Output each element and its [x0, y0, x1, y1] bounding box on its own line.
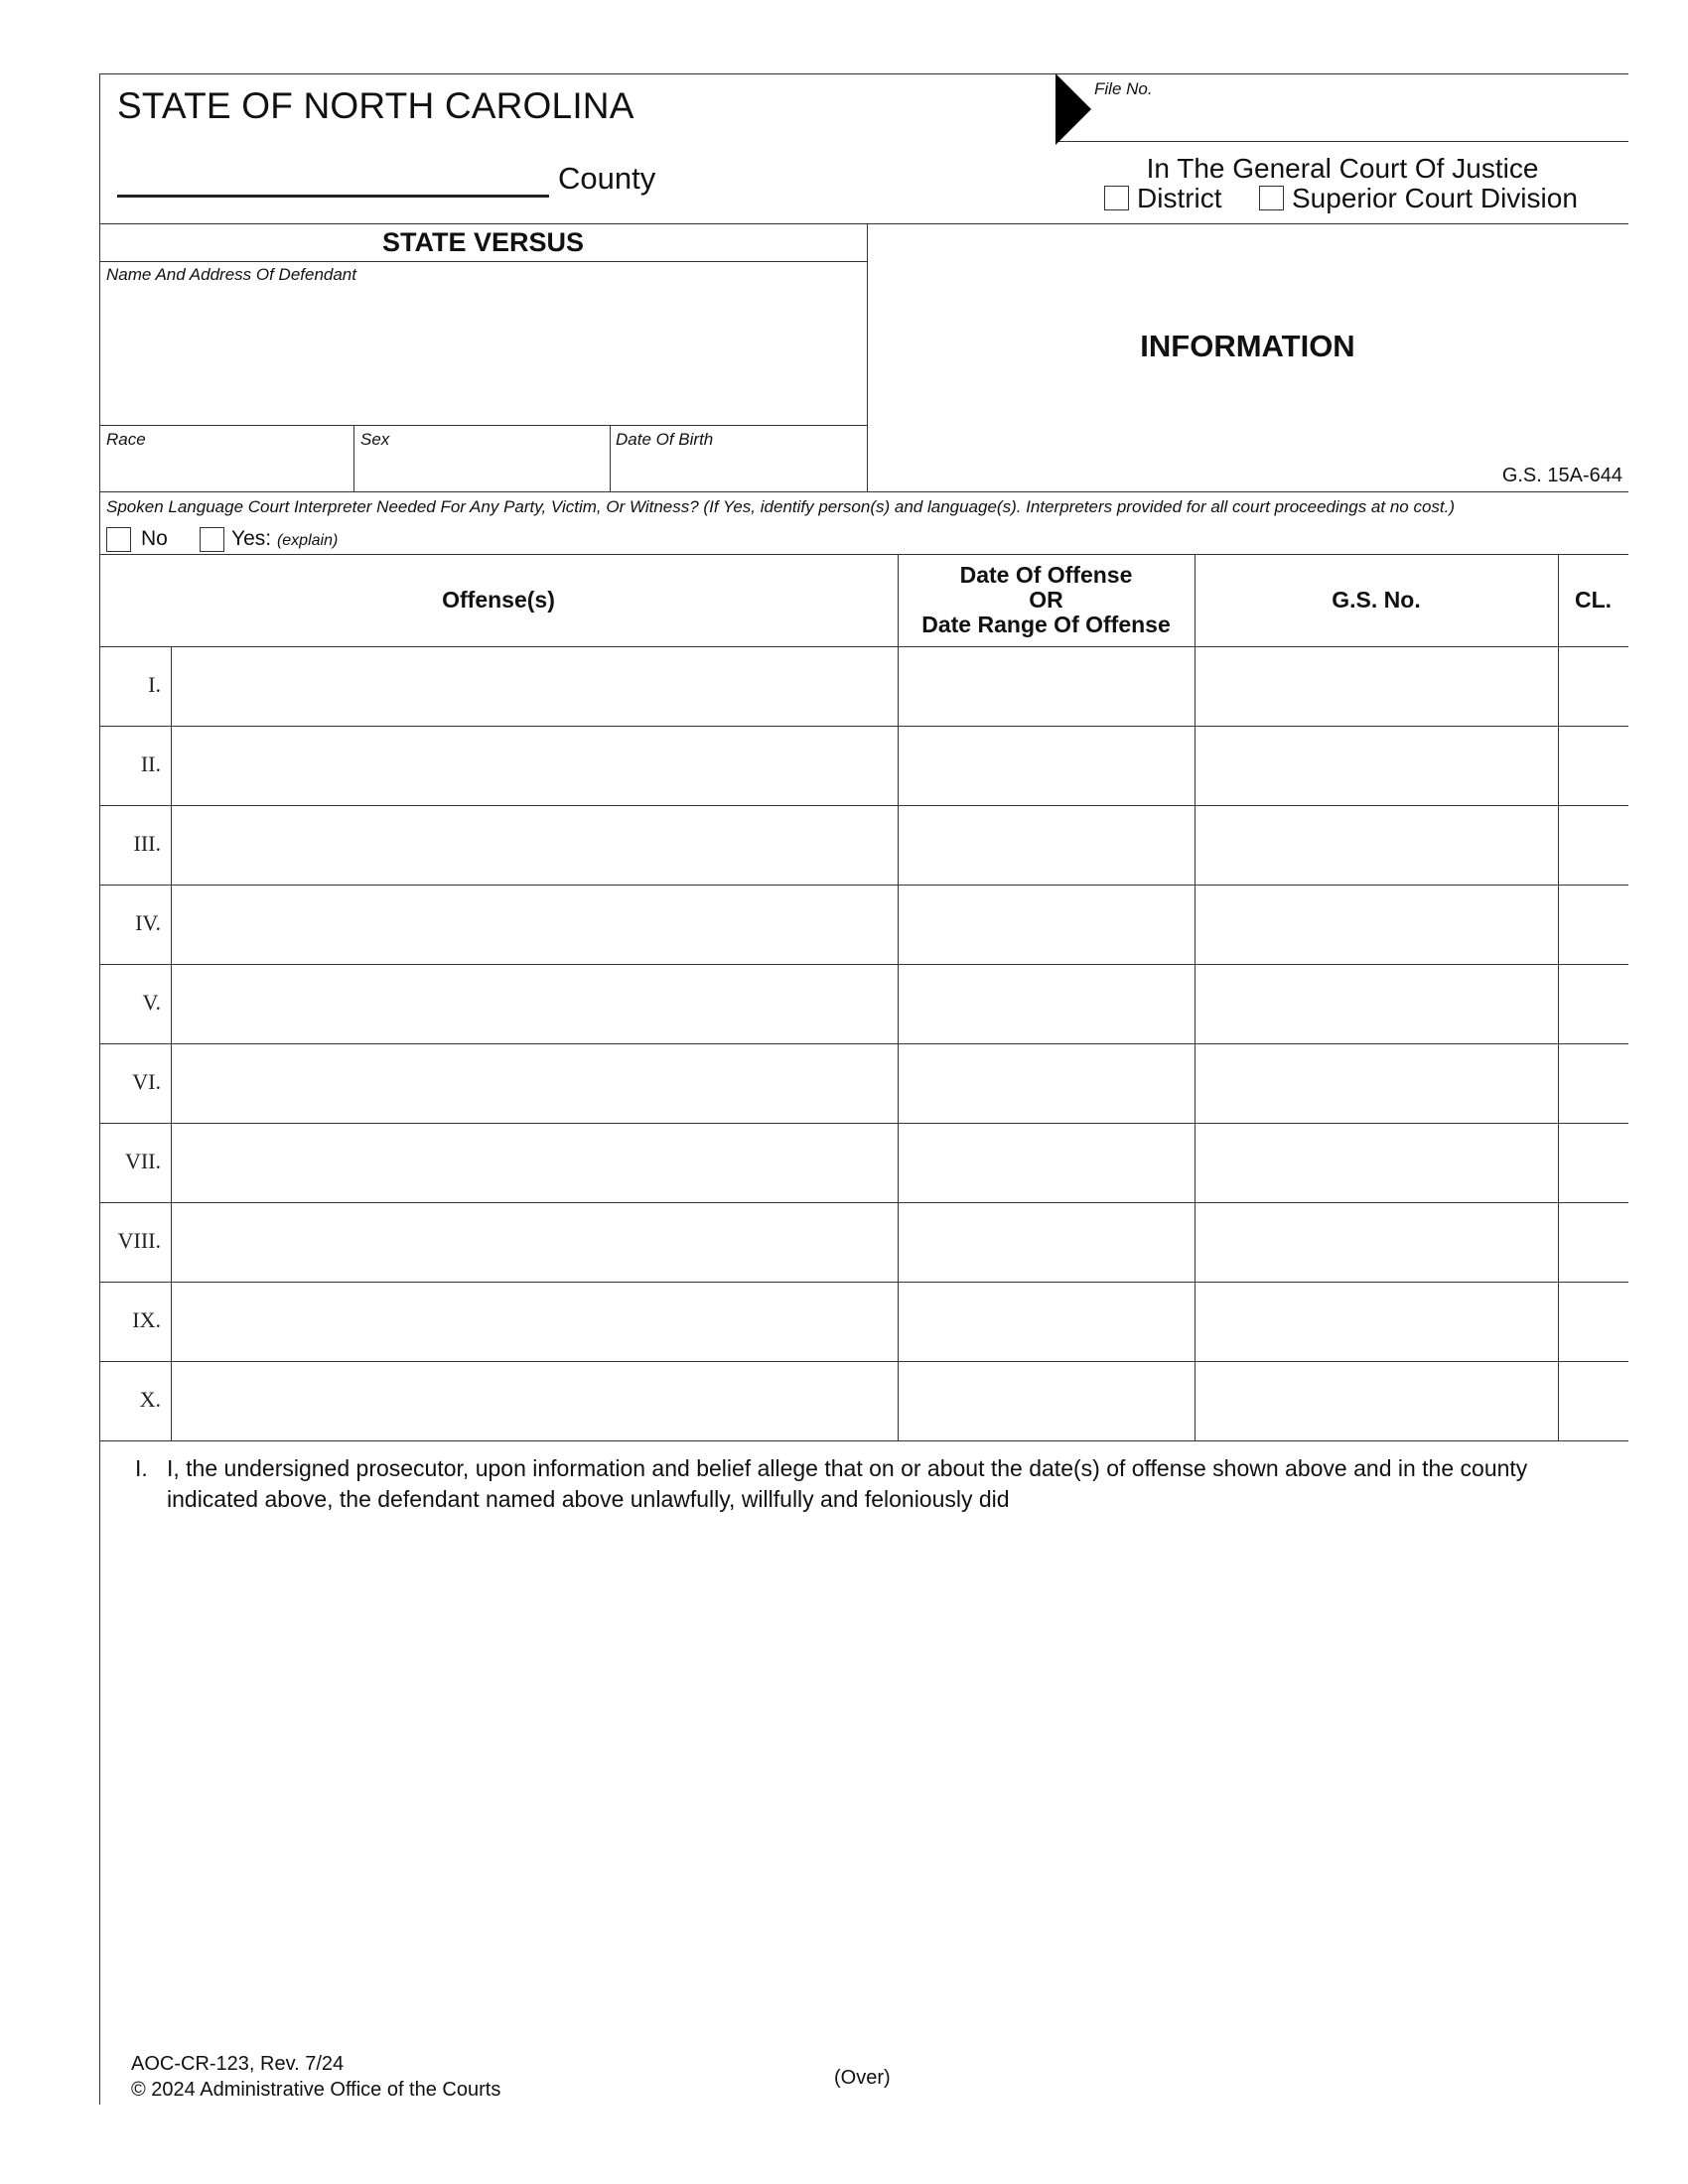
offense-cell[interactable]	[172, 728, 898, 803]
table-bottom-border	[99, 1440, 1628, 1441]
offense-column-header: Offense(s)	[442, 587, 555, 613]
county-label: County	[558, 161, 656, 196]
gs-no-column-header: G.S. No.	[1332, 587, 1421, 613]
interpreter-no-checkbox[interactable]	[106, 527, 131, 552]
date-cell[interactable]	[899, 1204, 1195, 1280]
copyright: © 2024 Administrative Office of the Courts	[131, 2079, 501, 2101]
court-title: In The General Court Of Justice	[1146, 153, 1539, 184]
superior-court-label: Superior Court Division	[1292, 183, 1578, 213]
class-cell[interactable]	[1559, 1363, 1628, 1438]
interpreter-question: Spoken Language Court Interpreter Needed For Any Party, Victim, Or Witness? (If Yes, identify person(s) and language(s). Interpreters provided for all court proceedings at no cost.)	[106, 497, 1456, 516]
class-column-header: CL.	[1574, 587, 1613, 613]
race-label: Race	[106, 430, 146, 449]
dob-label: Date Of Birth	[616, 430, 714, 449]
over-label: (Over)	[834, 2067, 891, 2089]
offense-cell[interactable]	[172, 1125, 898, 1200]
state-versus-title: STATE VERSUS	[381, 227, 585, 257]
class-cell[interactable]	[1559, 966, 1628, 1041]
defendant-block-bottom-border	[99, 491, 1628, 492]
gs-no-cell[interactable]	[1196, 1045, 1558, 1121]
sex-dob-divider	[610, 425, 611, 491]
table-row-divider	[99, 805, 1628, 806]
interpreter-yes-text: Yes:	[231, 527, 272, 550]
class-cell[interactable]	[1559, 1284, 1628, 1359]
table-row-divider	[99, 1043, 1628, 1044]
date-cell[interactable]	[899, 807, 1195, 883]
table-row-number: IX.	[132, 1307, 161, 1332]
gs-no-cell[interactable]	[1196, 1363, 1558, 1438]
date-cell[interactable]	[899, 1125, 1195, 1200]
statute-reference: G.S. 15A-644	[1501, 465, 1622, 486]
date-cell[interactable]	[899, 1284, 1195, 1359]
offense-cell[interactable]	[172, 1204, 898, 1280]
gs-no-cell[interactable]	[1196, 728, 1558, 803]
table-row-divider	[99, 964, 1628, 965]
offense-cell[interactable]	[172, 966, 898, 1041]
gs-no-cell[interactable]	[1196, 807, 1558, 883]
date-header-line2: OR	[1029, 587, 1063, 613]
offense-cell[interactable]	[172, 1363, 898, 1438]
offense-cell[interactable]	[172, 1045, 898, 1121]
file-no-arrow-icon	[1055, 73, 1091, 145]
table-row-number: V.	[142, 990, 161, 1015]
table-row-number: IV.	[135, 910, 161, 935]
table-row-number: VIII.	[117, 1228, 161, 1253]
offense-cell[interactable]	[172, 887, 898, 962]
form-title: INFORMATION	[1140, 329, 1355, 363]
file-no-label: File No.	[1094, 79, 1153, 98]
class-cell[interactable]	[1559, 648, 1628, 724]
sex-label: Sex	[360, 430, 390, 449]
interpreter-no-label: No	[141, 527, 168, 550]
interpreter-yes-checkbox[interactable]	[200, 527, 224, 552]
gs-no-cell[interactable]	[1196, 1204, 1558, 1280]
table-row-divider	[99, 726, 1628, 727]
allegation-number: I.	[135, 1455, 148, 1481]
form-id: AOC-CR-123, Rev. 7/24	[131, 2053, 345, 2075]
offense-cell[interactable]	[172, 807, 898, 883]
table-row-divider	[99, 1361, 1628, 1362]
gs-no-cell[interactable]	[1196, 648, 1558, 724]
state-title: STATE OF NORTH CAROLINA	[117, 85, 634, 126]
file-no-underline	[1055, 141, 1628, 142]
date-cell[interactable]	[899, 1363, 1195, 1438]
class-cell[interactable]	[1559, 807, 1628, 883]
date-cell[interactable]	[899, 648, 1195, 724]
superior-court-checkbox[interactable]	[1259, 186, 1284, 210]
class-cell[interactable]	[1559, 1045, 1628, 1121]
table-row-number: VI.	[132, 1069, 161, 1094]
table-row-divider	[99, 1202, 1628, 1203]
date-cell[interactable]	[899, 887, 1195, 962]
table-header-bottom	[99, 646, 1628, 647]
race-row-top-border	[99, 425, 867, 426]
county-input-line[interactable]	[117, 195, 549, 198]
race-sex-divider	[353, 425, 354, 491]
name-address-label: Name And Address Of Defendant	[106, 265, 356, 284]
table-row-number: III.	[133, 831, 161, 856]
table-row-number: X.	[139, 1387, 161, 1412]
class-cell[interactable]	[1559, 887, 1628, 962]
interpreter-explain-text: (explain)	[276, 532, 339, 549]
table-row-number: I.	[148, 672, 161, 697]
table-row-divider	[99, 1282, 1628, 1283]
header-bottom-border	[99, 223, 1628, 224]
class-cell[interactable]	[1559, 1204, 1628, 1280]
date-cell[interactable]	[899, 966, 1195, 1041]
class-cell[interactable]	[1559, 728, 1628, 803]
table-row-number: II.	[140, 751, 161, 776]
class-cell[interactable]	[1559, 1125, 1628, 1200]
district-label: District	[1137, 183, 1222, 213]
gs-no-cell[interactable]	[1196, 1284, 1558, 1359]
date-cell[interactable]	[899, 1045, 1195, 1121]
offense-cell[interactable]	[172, 1284, 898, 1359]
date-header-line3: Date Range Of Offense	[921, 612, 1171, 637]
interpreter-bottom-border	[99, 554, 1628, 555]
district-checkbox[interactable]	[1104, 186, 1129, 210]
gs-no-cell[interactable]	[1196, 966, 1558, 1041]
interpreter-yes-label	[231, 527, 338, 551]
allegation-text: I, the undersigned prosecutor, upon information and belief allege that on or about the date(s) of offense shown above and in the county indicated above, the defendant named above unlawfully, willfully and feloniously did	[167, 1455, 1528, 1512]
table-row-divider	[99, 885, 1628, 886]
top-border	[99, 73, 1628, 74]
table-row-number: VII.	[124, 1149, 161, 1173]
footer-form-info	[131, 2051, 500, 2103]
date-column-header	[898, 563, 1195, 637]
offense-cell[interactable]	[172, 648, 898, 724]
date-header-line1: Date Of Offense	[959, 562, 1133, 588]
gs-no-cell[interactable]	[1196, 1125, 1558, 1200]
state-versus-underline	[99, 261, 867, 262]
date-cell[interactable]	[899, 728, 1195, 803]
defendant-block-right-border	[867, 223, 868, 491]
gs-no-cell[interactable]	[1196, 887, 1558, 962]
table-row-divider	[99, 1123, 1628, 1124]
